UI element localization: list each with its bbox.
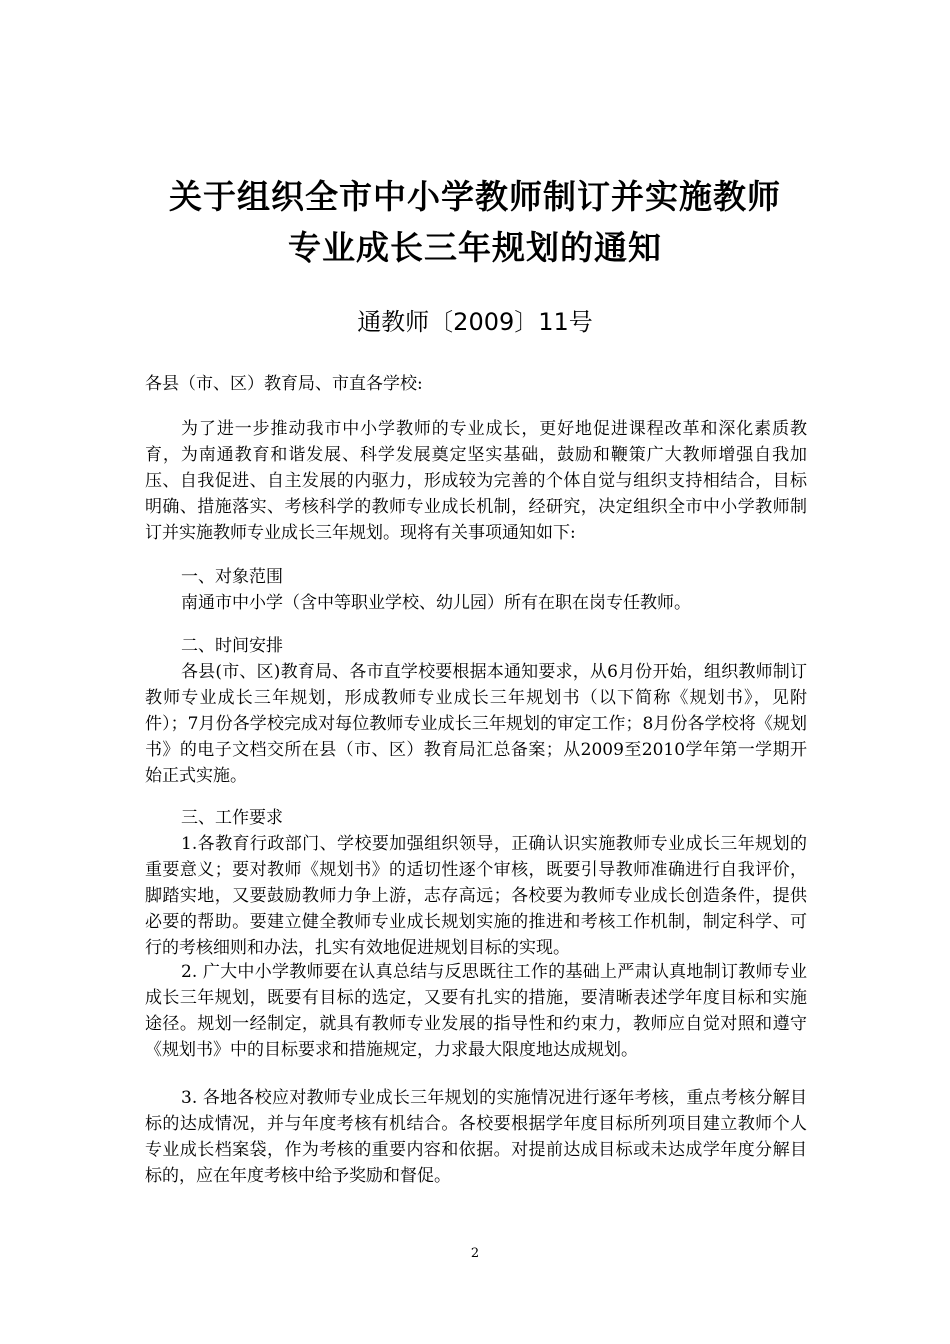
requirement-1: 1.各教育行政部门、学校要加强组织领导，正确认识实施教师专业成长三年规划的重要意义；要对教师《规划书》的适切性逐个审核，既要引导教师准确进行自我评价，脚踏实地，又要鼓励教师力争上游，志存高远；各校要为教师专业成长创造条件，提供必要的帮助。要建立健全教师专业成长规划实施的推进和考核工作机制，制定科学、可行的考核细则和办法，扎实有效地促进规划目标的实现。 (145, 834, 807, 958)
intro-paragraph: 为了进一步推动我市中小学教师的专业成长，更好地促进课程改革和深化素质教育，为南通教育和谐发展、科学发展奠定坚实基础，鼓励和鞭策广大教师增强自我加压、自我促进、自主发展的内驱力，形成较为完善的个体自觉与组织支持相结合，目标明确、措施落实、考核科学的教师专业成长机制，经研究，决定组织全市中小学教师制订并实施教师专业成长三年规划。现将有关事项通知如下: (145, 419, 807, 543)
addressee: 各县（市、区）教育局、市直各学校: (145, 374, 423, 394)
section2-body: 各县(市、区)教育局、各市直学校要根据本通知要求，从6月份开始，组织教师制订教师专业成长三年规划，形成教师专业成长三年规划书（以下简称《规划书》，见附件）；7月份各学校完成对每位教师专业成长三年规划的审定工作；8月份各学校将《规划书》的电子文档交所在县（市、区）教育局汇总备案；从2009至2010学年第一学期开始正式实施。 (145, 662, 807, 786)
document-number: 通教师〔2009〕11号 (357, 308, 593, 336)
section1-heading: 一、对象范围 (181, 567, 283, 587)
title-line-1: 关于组织全市中小学教师制订并实施教师 (169, 177, 781, 216)
page-number: 2 (470, 1246, 480, 1261)
title-line-2: 专业成长三年规划的通知 (288, 228, 662, 267)
section2-heading: 二、时间安排 (181, 636, 283, 656)
section3-heading: 三、工作要求 (181, 808, 283, 828)
section1-body: 南通市中小学（含中等职业学校、幼儿园）所有在职在岗专任教师。 (181, 593, 691, 613)
requirement-3: 3. 各地各校应对教师专业成长三年规划的实施情况进行逐年考核，重点考核分解目标的达成情况，并与年度考核有机结合。各校要根据学年度目标所列项目建立教师个人专业成长档案袋，作为考核的重要内容和依据。对提前达成目标或未达成学年度分解目标的，应在年度考核中给予奖励和督促。 (145, 1088, 807, 1186)
requirement-2: 2. 广大中小学教师要在认真总结与反思既往工作的基础上严肃认真地制订教师专业成长三年规划，既要有目标的选定，又要有扎实的措施，要清晰表述学年度目标和实施途径。规划一经制定，就具有教师专业发展的指导性和约束力，教师应自觉对照和遵守《规划书》中的目标要求和措施规定，力求最大限度地达成规划。 (145, 962, 807, 1060)
